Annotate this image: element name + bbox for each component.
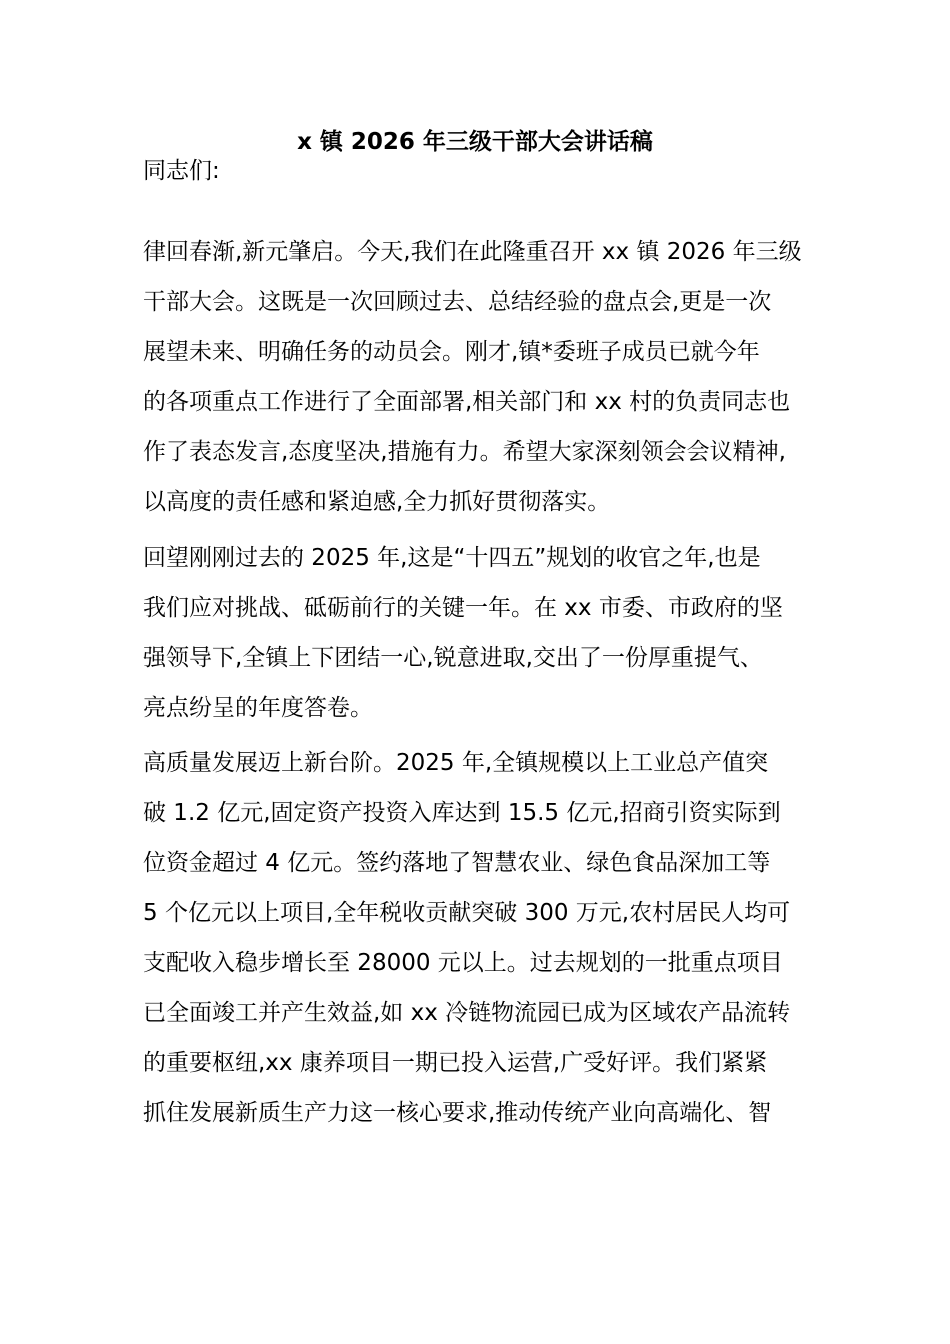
- document-title: x 镇 2026 年三级干部大会讲话稿: [297, 129, 653, 155]
- paragraph-line: 强领导下,全镇上下团结一心,锐意进取,交出了一份厚重提气、: [143, 645, 763, 671]
- paragraph-line: 支配收入稳步增长至 28000 元以上。过去规划的一批重点项目: [143, 950, 783, 976]
- paragraph-line: 回望刚刚过去的 2025 年,这是“十四五”规划的收官之年,也是: [143, 545, 761, 571]
- paragraph-line: 亮点纷呈的年度答卷。: [143, 695, 373, 721]
- paragraph-line: 的重要枢纽,xx 康养项目一期已投入运营,广受好评。我们紧紧: [143, 1050, 768, 1076]
- paragraph-line: 5 个亿元以上项目,全年税收贡献突破 300 万元,农村居民人均可: [143, 900, 791, 926]
- paragraph-line: 抓住发展新质生产力这一核心要求,推动传统产业向高端化、智: [143, 1100, 772, 1126]
- paragraph-line: 作了表态发言,态度坚决,措施有力。希望大家深刻领会会议精神,: [143, 439, 786, 465]
- paragraph-line: 已全面竣工并产生效益,如 xx 冷链物流园已成为区域农产品流转: [143, 1000, 791, 1026]
- paragraph-line: 展望未来、明确任务的动员会。刚才,镇*委班子成员已就今年: [143, 339, 760, 365]
- paragraph-line: 以高度的责任感和紧迫感,全力抓好贯彻落实。: [143, 489, 611, 515]
- paragraph-line: 破 1.2 亿元,固定资产投资入库达到 15.5 亿元,招商引资实际到: [143, 800, 781, 826]
- paragraph-line: 我们应对挑战、砥砺前行的关键一年。在 xx 市委、市政府的坚: [143, 595, 783, 621]
- salutation: 同志们:: [143, 158, 220, 184]
- paragraph-line: 律回春渐,新元肇启。今天,我们在此隆重召开 xx 镇 2026 年三级: [143, 239, 802, 265]
- paragraph-line: 位资金超过 4 亿元。签约落地了智慧农业、绿色食品深加工等: [143, 850, 771, 876]
- paragraph-line: 的各项重点工作进行了全面部署,相关部门和 xx 村的负责同志也: [143, 389, 791, 415]
- paragraph-line: 干部大会。这既是一次回顾过去、总结经验的盘点会,更是一次: [143, 289, 772, 315]
- paragraph-line: 高质量发展迈上新台阶。2025 年,全镇规模以上工业总产值突: [143, 750, 769, 776]
